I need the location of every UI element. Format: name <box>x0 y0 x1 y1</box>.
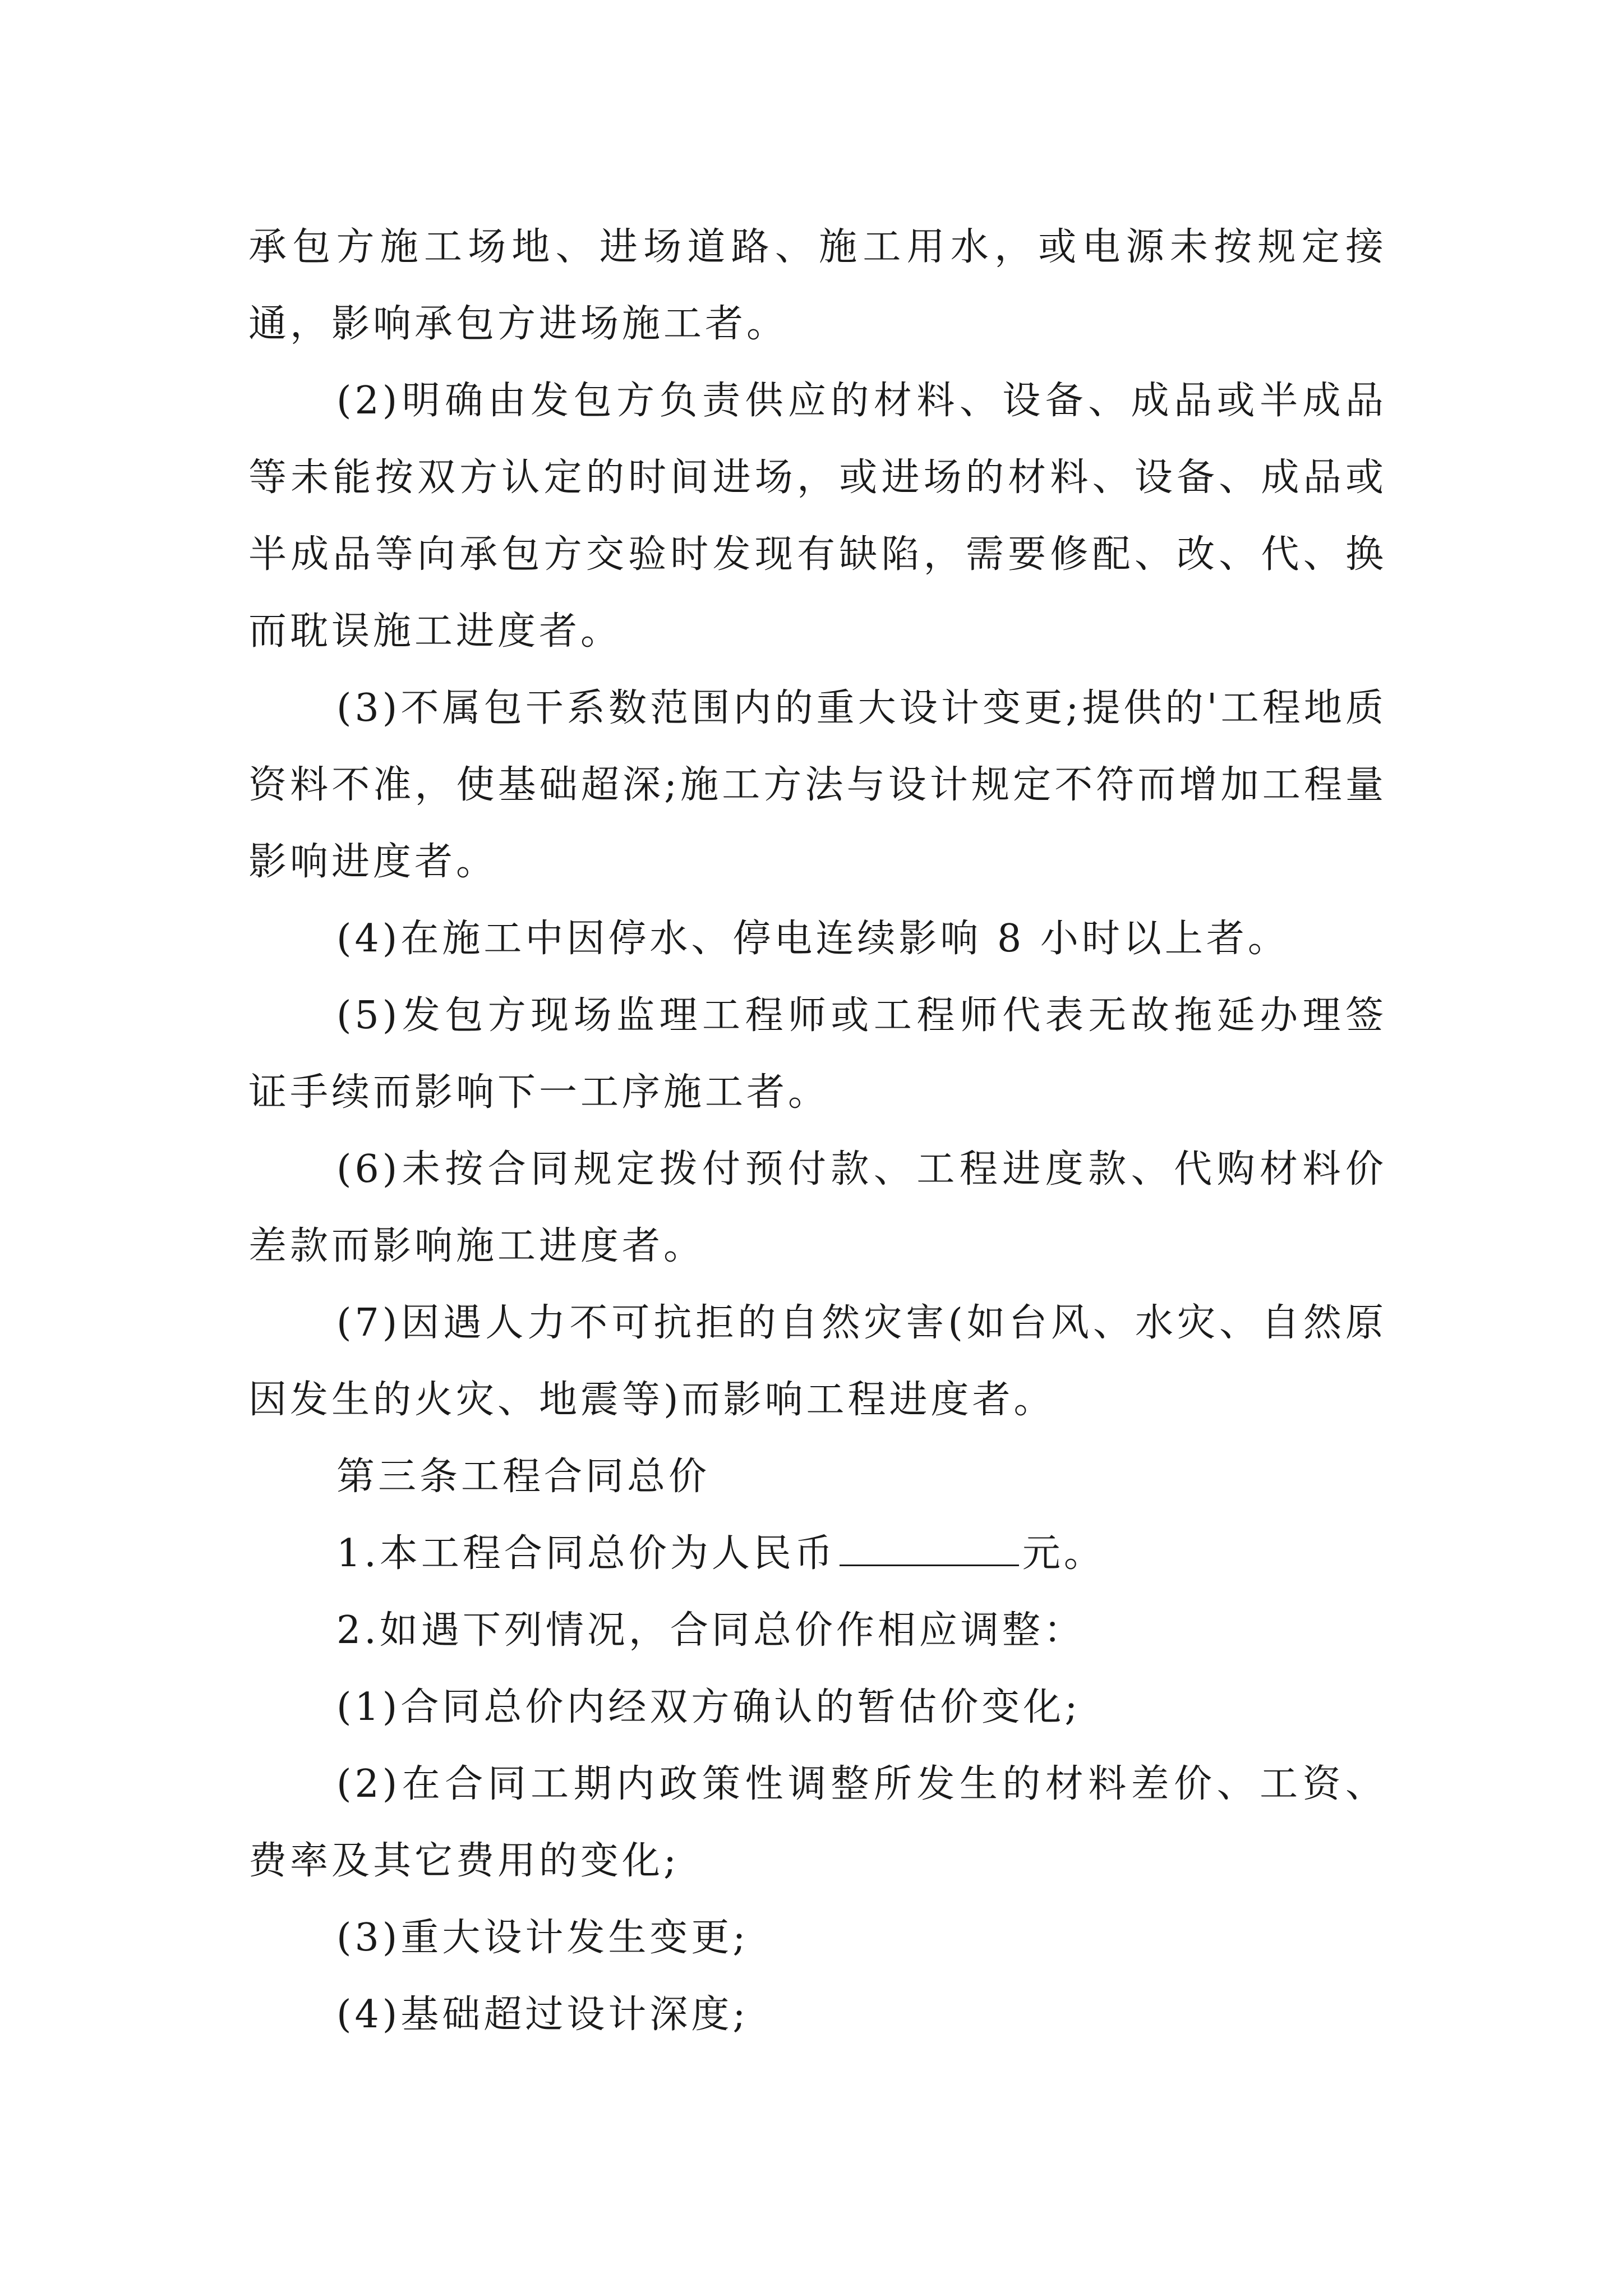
document-body <box>248 209 1387 2053</box>
adjustment-item-2: (2)在合同工期内政策性调整所发生的材料差价、工资、费率及其它费用的变化; <box>248 1762 1387 1883</box>
paragraph-item-4: (4)在施工中因停水、停电连续影响 8 小时以上者。 <box>336 917 1289 961</box>
paragraph-item-2: (2)明确由发包方负责供应的材料、设备、成品或半成品等未能按双方认定的时间进场，或进场的材料、设备、成品或半成品等向承包方交验时发现有缺陷，需要修配、改、代、换而耽误施工进度者。 <box>248 379 1387 654</box>
adjustment-item-3: (3)重大设计发生变更; <box>336 1916 749 1960</box>
clause-1-text-before: 1.本工程合同总价为人民币 <box>336 1531 836 1576</box>
section-heading-article-3: 第三条工程合同总价 <box>336 1455 711 1499</box>
adjustment-item-4: (4)基础超过设计深度; <box>336 1993 749 2037</box>
paragraph-item-3: (3)不属包干系数范围内的重大设计变更;提供的'工程地质资料不准，使基础超深;施工方法与设计规定不符而增加工程量影响进度者。 <box>248 686 1387 884</box>
paragraph-continuation: 承包方施工场地、进场道路、施工用水，或电源未按规定接通，影响承包方进场施工者。 <box>248 225 1387 346</box>
amount-blank-line <box>840 1530 1019 1566</box>
adjustment-item-1: (1)合同总价内经双方确认的暂估价变化; <box>336 1685 1081 1729</box>
paragraph-item-6: (6)未按合同规定拨付预付款、工程进度款、代购材料价差款而影响施工进度者。 <box>248 1147 1387 1268</box>
clause-1-text-after: 元。 <box>1022 1531 1105 1576</box>
clause-2-adjustment: 2.如遇下列情况，合同总价作相应调整： <box>336 1608 1085 1653</box>
clause-1-contract-price <box>248 1515 1387 1592</box>
paragraph-item-7: (7)因遇人力不可抗拒的自然灾害(如台风、水灾、自然原因发生的火灾、地震等)而影响工程进度者。 <box>248 1301 1387 1422</box>
paragraph-item-5: (5)发包方现场监理工程师或工程师代表无故拖延办理签证手续而影响下一工序施工者。 <box>248 993 1387 1115</box>
